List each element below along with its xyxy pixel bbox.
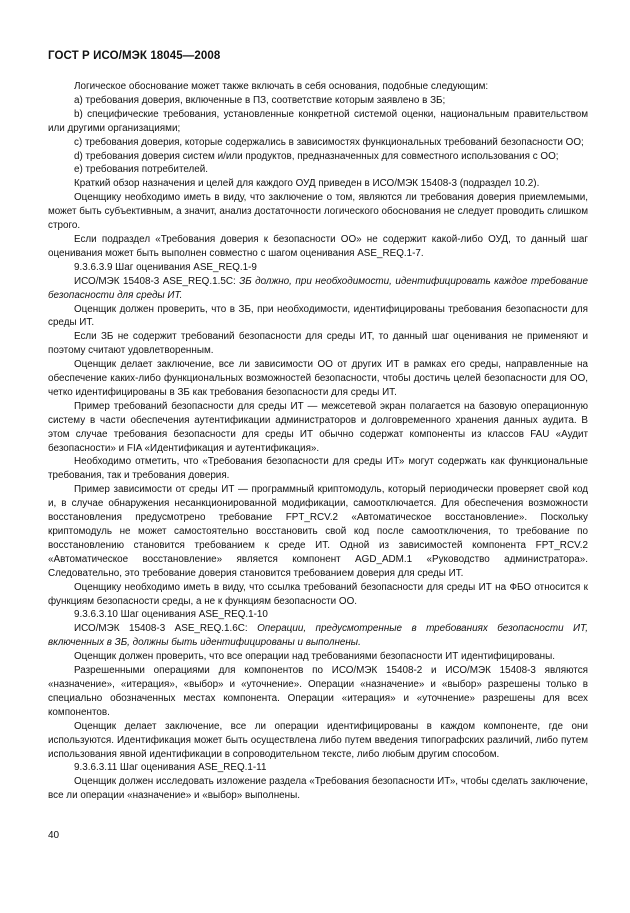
paragraph: Необходимо отметить, что «Требования безопасности для среды ИТ» могут содержать как функциональные требования, так и требования доверия. — [48, 456, 588, 482]
list-item-a: a) требования доверия, включенные в ПЗ, соответствие которым заявлено в ЗБ; — [74, 94, 446, 106]
reference-text: ЗБ должно, при необходимости, идентифицировать каждое требование безопасности для среды ИТ. — [48, 275, 588, 301]
reference-code: ИСО/МЭК 15408-3 ASE_REQ.1.6C: — [74, 623, 258, 635]
document-header: ГОСТ Р ИСО/МЭК 18045—2008 — [48, 50, 221, 62]
paragraph: Если подраздел «Требования доверия к безопасности ОО» не содержит какой-либо ОУД, то данный шаг оценивания может быть выполнен совместно с шагом оценивания ASE_REQ.1-7. — [48, 233, 588, 259]
paragraph: Если ЗБ не содержит требований безопасности для среды ИТ, то данный шаг оценивания не применяют и поэтому считают удовлетворенным. — [48, 331, 588, 357]
paragraph: Разрешенными операциями для компонентов по ИСО/МЭК 15408-2 и ИСО/МЭК 15408-3 являются «назначение», «итерация», «выбор» и «уточнение». Операции «назначение» и «выбор» разрешены только в специально обозначенных местах компонента. Операции «итерация» и «уточнение» разрешены для всех компонентов. — [48, 665, 588, 718]
list-item-c: c) требования доверия, которые содержались в зависимостях функциональных требований безопасности ОО; — [74, 136, 584, 148]
list-item-e: e) требования потребителей. — [74, 164, 209, 176]
paragraph: Оценщик должен проверить, что все операции над требованиями безопасности ИТ идентифицированы. — [74, 651, 555, 663]
paragraph: Краткий обзор назначения и целей для каждого ОУД приведен в ИСО/МЭК 15408-3 (подраздел 10.2). — [74, 178, 540, 190]
document-body — [48, 80, 588, 803]
list-item-b: b) специфические требования, установленные конкретной системой оценки, национальным правительством или другими организациями; — [48, 108, 588, 134]
paragraph: Логическое обоснование может также включать в себя основания, подобные следующим: — [74, 81, 489, 92]
page-number: 40 — [48, 830, 60, 841]
paragraph: Пример требований безопасности для среды ИТ — межсетевой экран полагается на базовую операционную систему в части обеспечения аутентификации администраторов и долговременного хранения данных аудита. В этом случае требования безопасности для среды ИТ обычно содержат компоненты из классов FAU «Аудит безопасности» и FIA «Идентификация и аутентификация». — [48, 400, 588, 454]
reference-code: ИСО/МЭК 15408-3 ASE_REQ.1.5C: — [74, 275, 240, 287]
paragraph: Оценщик делает заключение, все ли зависимости ОО от других ИТ в рамках его среды, направленные на обеспечение каких-либо функциональных возможностей безопасности, чтобы достичь целей безопасности для ОО, четко идентифицированы в ЗБ как требования безопасности для среды ИТ. — [48, 359, 588, 398]
paragraph: Пример зависимости от среды ИТ — программный криптомодуль, который периодически проверяет свой код и, в случае обнаружения несанкционированной модификации, самоотключается. Для обеспечения возможности восстановления предусмотрено требование FPT_RCV.2 «Автоматическое восстановление». Поскольку криптомодуль не может самостоятельно восстановить свой код после самоотключения, то требование по восстановлению становится требованием к среде ИТ. Одной из зависимостей компонента FPT_RCV.2 «Автоматическое восстановление» является компонент AGD_ADM.1 «Руководство администратора». Следовательно, это требование доверия становится требованием доверия для среды ИТ. — [48, 484, 588, 579]
paragraph: Оценщик должен исследовать изложение раздела «Требования безопасности ИТ», чтобы сделать заключение, все ли операции «назначение» и «выбор» выполнены. — [48, 776, 588, 802]
list-item-d: d) требования доверия систем и/или продуктов, предназначенных для совместного использования с ОО; — [74, 150, 559, 162]
standard-reference-1-9 — [48, 275, 588, 303]
section-heading-1-9: 9.3.6.3.9 Шаг оценивания ASE_REQ.1-9 — [74, 261, 257, 273]
section-heading-1-10: 9.3.6.3.10 Шаг оценивания ASE_REQ.1-10 — [74, 609, 268, 621]
paragraph: Оценщику необходимо иметь в виду, что ссылка требований безопасности для среды ИТ на ФБО относится к функциям безопасности среды, а не к функциям безопасности ОО. — [48, 581, 588, 607]
reference-text: Операции, предусмотренные в требованиях безопасности ИТ, включенных в ЗБ, должны быть идентифицированы и выполнены. — [48, 623, 588, 649]
paragraph: Оценщик должен проверить, что в ЗБ, при необходимости, идентифицированы требования безопасности для среды ИТ. — [48, 303, 588, 329]
section-heading-1-11: 9.3.6.3.11 Шаг оценивания ASE_REQ.1-11 — [74, 762, 267, 774]
standard-reference-1-10 — [48, 622, 588, 650]
paragraph: Оценщику необходимо иметь в виду, что заключение о том, являются ли требования доверия приемлемыми, может быть субъективным, а значит, анализ достаточности логического обоснования не следует проводить слишком строго. — [48, 192, 588, 232]
paragraph: Оценщик делает заключение, все ли операции идентифицированы в каждом компоненте, где они используются. Идентификация может быть осуществлена либо путем введения типографских различий, либо путем использования явной идентификации в сопроводительном тексте, либо любым другим способом. — [48, 720, 588, 760]
